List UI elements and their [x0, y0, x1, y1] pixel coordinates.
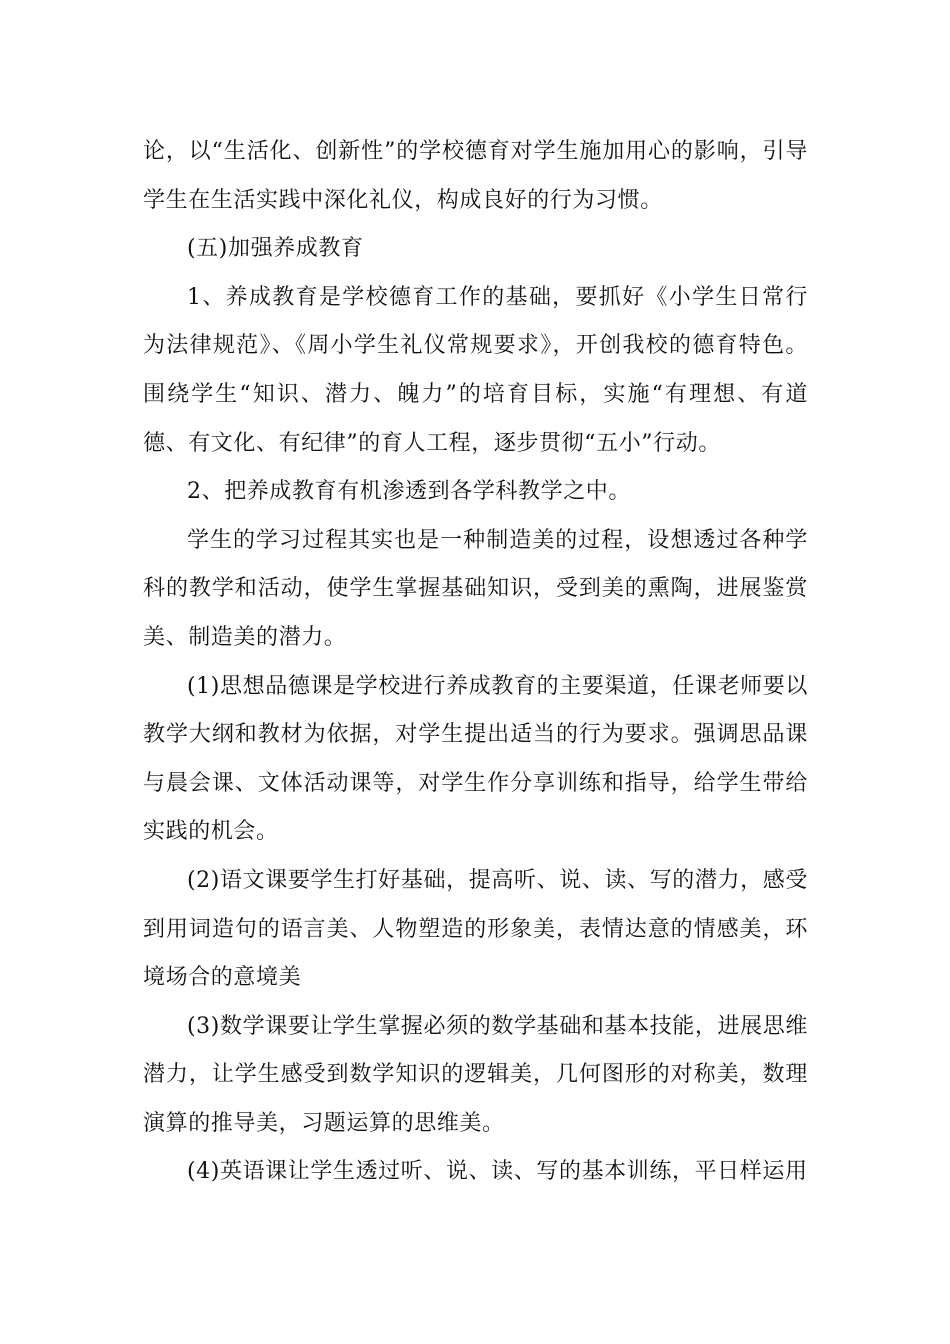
paragraph-learning-process: 学生的学习过程其实也是一种制造美的过程，设想透过各种学科的教学和活动，使学生掌握基础知识，受到美的熏陶，进展鉴赏美、制造美的潜力。 [143, 527, 808, 650]
document-body [143, 128, 808, 1197]
paragraph-sub-4: (4)英语课让学生透过听、说、读、写的基本训练，平日样运用 [187, 1159, 808, 1185]
paragraph-sub-3: (3)数学课要让学生掌握必须的数学基础和基本技能，进展思维潜力，让学生感受到数学知识的逻辑美，几何图形的对称美，数理演算的推导美，习题运算的思维美。 [143, 1013, 808, 1136]
section-heading-5: (五)加强养成教育 [187, 236, 364, 262]
paragraph-continuation: 论，以“生活化、创新性”的学校德育对学生施加用心的影响，引导学生在生活实践中深化礼仪，构成良好的行为习惯。 [143, 139, 808, 213]
paragraph-item-2: 2、把养成教育有机渗透到各学科教学之中。 [187, 479, 631, 505]
paragraph-sub-2: (2)语文课要学生打好基础，提高听、说、读、写的潜力，感受到用词造句的语言美、人物塑造的形象美，表情达意的情感美，环境场合的意境美 [143, 867, 808, 991]
paragraph-sub-1: (1)思想品德课是学校进行养成教育的主要渠道，任课老师要以教学大纲和教材为依据，对学生提出适当的行为要求。强调思品课与晨会课、文体活动课等，对学生作分享训练和指导，给学生带给实践的机会。 [143, 673, 808, 845]
paragraph-item-1: 1、养成教育是学校德育工作的基础，要抓好《小学生日常行为法律规范》、《周小学生礼仪常规要求》，开创我校的德育特色。围绕学生“知识、潜力、魄力”的培育目标，实施“有理想、有道德、有文化、有纪律”的育人工程，逐步贯彻“五小”行动。 [143, 284, 808, 456]
